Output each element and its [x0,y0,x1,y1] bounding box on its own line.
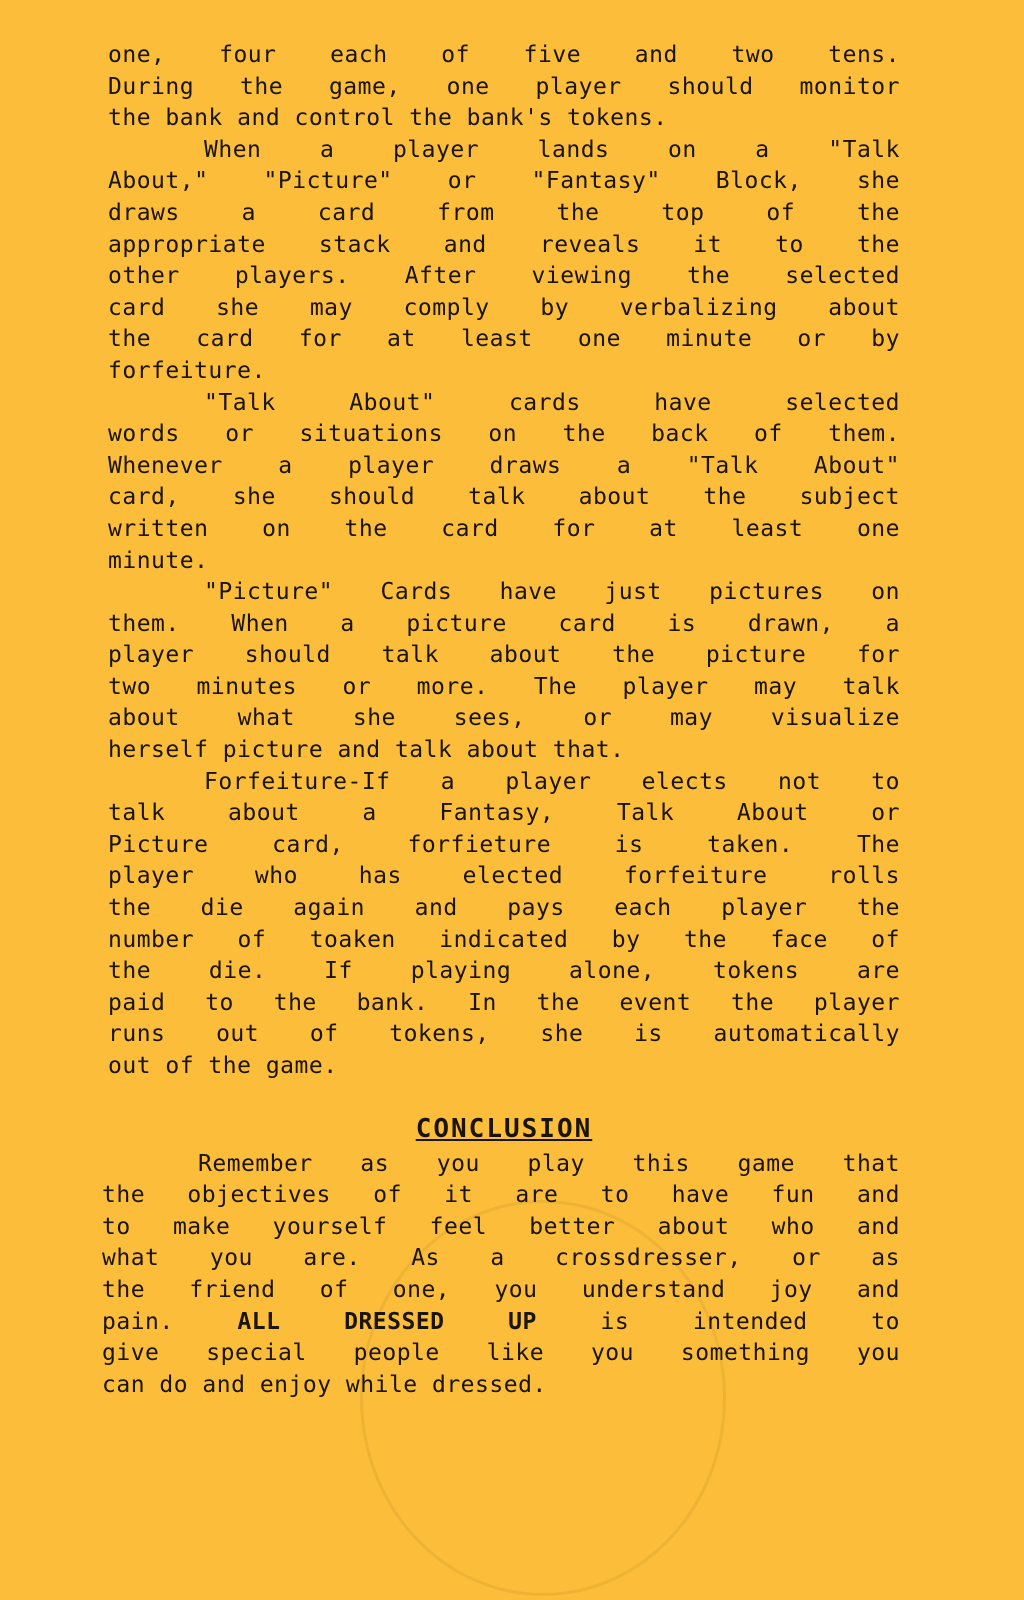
text-run: is intended to [600,1308,900,1335]
text-line: "Talk About" cards have selected [204,389,900,416]
text-line: the die. If playing alone, tokens are [108,958,900,985]
text-line: can do and enjoy while dressed. [102,1371,547,1398]
instructions-text [108,40,900,1083]
text-line: paid to the bank. In the event the player [108,989,900,1016]
text-line: one, four each of five and two tens. [108,42,900,68]
section-heading-conclusion: CONCLUSION [415,1113,593,1144]
text-line: Picture card, forfieture is taken. The [108,831,900,858]
text-line: to make yourself feel better about who and [102,1213,900,1240]
text-line: Forfeiture-If a player elects not to [204,768,900,795]
text-line: out of the game. [108,1053,338,1079]
text-line: words or situations on the back of them. [108,421,900,448]
text-line: During the game, one player should monitor [108,73,900,100]
text-run: pain. [102,1308,174,1335]
text-line: the bank and control the bank's tokens. [108,105,668,132]
text-line: what you are. As a crossdresser, or as [102,1245,900,1272]
text-line: them. When a picture card is drawn, a [108,610,900,637]
text-line: about what she sees, or may visualize [108,705,900,732]
text-line: give special people like you something you [102,1340,900,1367]
text-line: the friend of one, you understand joy and [102,1276,900,1303]
text-line: player should talk about the picture for [108,642,900,669]
text-line: "Picture" Cards have just pictures on [204,579,900,606]
text-line: other players. After viewing the selected [108,263,900,290]
document-page [102,40,900,1401]
text-line: runs out of tokens, she is automatically [108,1021,900,1048]
text-line: When a player lands on a "Talk [204,136,900,163]
text-line: the die again and pays each player the [108,895,900,922]
text-line: appropriate stack and reveals it to the [108,231,900,258]
text-line: Remember as you play this game that [198,1150,900,1177]
text-line: the objectives of it are to have fun and [102,1182,900,1209]
text-line: talk about a Fantasy, Talk About or [108,800,900,827]
text-line: two minutes or more. The player may talk [108,673,900,700]
text-line: Whenever a player draws a "Talk About" [108,452,900,479]
text-line [102,1307,900,1339]
text-line: About," "Picture" or "Fantasy" Block, she [108,168,900,195]
text-line: forfeiture. [108,357,266,384]
text-line: number of toaken indicated by the face of [108,926,900,953]
game-title-bold: ALL DRESSED UP [237,1308,537,1335]
text-line: herself picture and talk about that. [108,737,625,764]
text-line: written on the card for at least one [108,515,900,542]
conclusion-text [102,1149,900,1402]
text-line: the card for at least one minute or by [108,326,900,353]
text-line: player who has elected forfeiture rolls [108,863,900,890]
text-line: draws a card from the top of the [108,199,900,226]
text-line: card, she should talk about the subject [108,484,900,511]
text-line: minute. [108,547,209,574]
text-line: card she may comply by verbalizing about [108,294,900,321]
